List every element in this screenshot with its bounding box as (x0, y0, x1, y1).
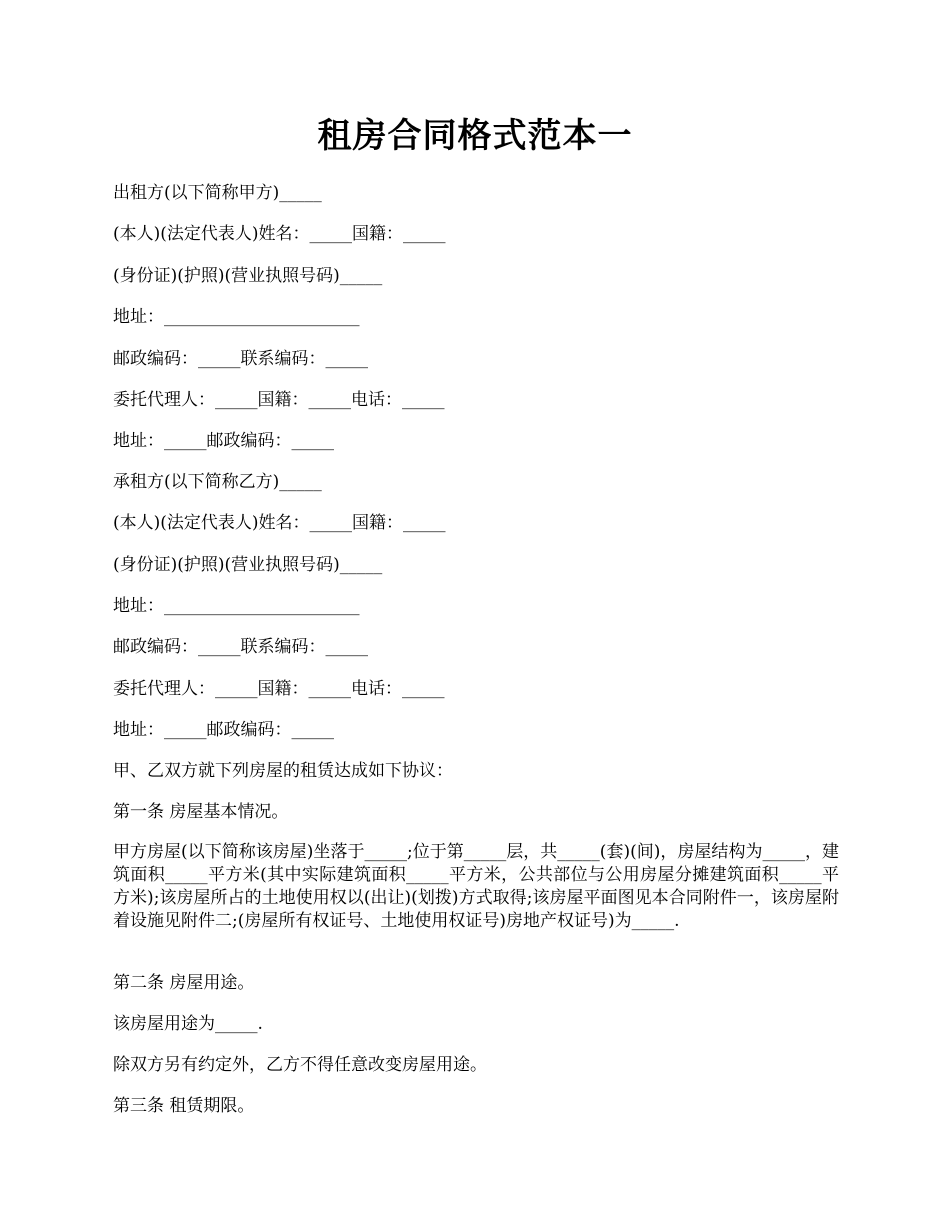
lessor-name-nationality: (本人)(法定代表人)姓名：_____国籍：_____ (113, 224, 446, 244)
lessor-agent: 委托代理人：_____国籍：_____电话：_____ (113, 390, 445, 410)
lessor-agent-address: 地址：_____邮政编码：_____ (113, 431, 334, 451)
article-2-use: 该房屋用途为_____. (113, 1014, 263, 1034)
lessee-line: 承租方(以下简称乙方)_____ (113, 472, 322, 492)
lessee-id-number: (身份证)(护照)(营业执照号码)_____ (113, 555, 383, 575)
article-3-heading: 第三条 租赁期限。 (113, 1096, 255, 1116)
agreement-intro: 甲、乙双方就下列房屋的租赁达成如下协议： (113, 761, 453, 781)
article-1-heading: 第一条 房屋基本情况。 (113, 802, 289, 822)
lessee-address: 地址：_______________________ (113, 596, 360, 616)
article-1-body: 甲方房屋(以下简称该房屋)坐落于_____;位于第_____层，共_____(套)(间)，房屋结构为_____，建筑面积_____平方米(其中实际建筑面积_____平方米，公共部位与公用房屋分摊建筑面积_____平方米);该房屋所占的土地使用权以(出让)(划拨)方式取得;该房屋平面图见本合同附件一，该房屋附着设施见附件二;(房屋所有权证号、土地使用权证号)房地产权证号)为_____. (113, 842, 839, 931)
lessor-line: 出租方(以下简称甲方)_____ (113, 183, 322, 203)
article-2-restriction: 除双方另有约定外，乙方不得任意改变房屋用途。 (113, 1055, 487, 1075)
lessee-postal-contact: 邮政编码：_____联系编码：_____ (113, 637, 368, 657)
document-title: 租房合同格式范本一 (317, 116, 633, 156)
lessee-agent: 委托代理人：_____国籍：_____电话：_____ (113, 679, 445, 699)
lessor-postal-contact: 邮政编码：_____联系编码：_____ (113, 349, 368, 369)
article-2-heading: 第二条 房屋用途。 (113, 973, 255, 993)
lessor-id-number: (身份证)(护照)(营业执照号码)_____ (113, 266, 383, 286)
lessor-address: 地址：_______________________ (113, 307, 360, 327)
lessee-agent-address: 地址：_____邮政编码：_____ (113, 720, 334, 740)
lessee-name-nationality: (本人)(法定代表人)姓名：_____国籍：_____ (113, 513, 446, 533)
